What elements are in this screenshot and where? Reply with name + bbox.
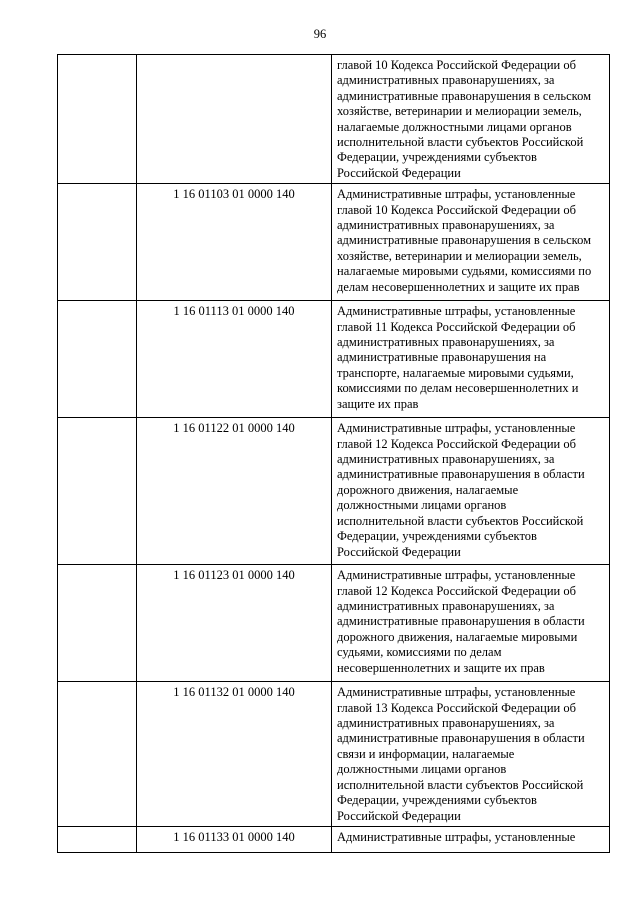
description-line: делам несовершеннолетних и защите их прав <box>337 279 580 294</box>
description-cell <box>332 565 610 682</box>
table-row <box>58 682 610 827</box>
description-cell <box>332 184 610 301</box>
description-line: административных правонарушениях, за <box>337 716 555 731</box>
description-line: главой 10 Кодекса Российской Федерации об <box>337 202 576 217</box>
description-line: Административные штрафы, установленные <box>337 830 576 845</box>
blank-cell <box>58 682 137 827</box>
description-line: главой 10 Кодекса Российской Федерации об <box>337 58 576 72</box>
description-line: административные правонарушения на <box>337 350 547 365</box>
blank-cell <box>58 184 137 301</box>
description-line: хозяйстве, ветеринарии и мелиорации земель, <box>337 248 582 263</box>
description-line: связи и информации, налагаемые <box>337 746 515 761</box>
code-cell: 1 16 01103 01 0000 140 <box>137 184 332 301</box>
description-cell <box>332 827 610 853</box>
code-cell: 1 16 01133 01 0000 140 <box>137 827 332 853</box>
blank-cell <box>58 55 137 184</box>
description-cell <box>332 55 610 184</box>
description-line: исполнительной власти субъектов Российской <box>337 135 584 150</box>
description-line: Федерации, учреждениями субъектов <box>337 150 537 165</box>
budget-codes-table <box>57 54 610 853</box>
table-row <box>58 184 610 301</box>
description-line: административные правонарушения в области <box>337 614 585 629</box>
code-cell: 1 16 01132 01 0000 140 <box>137 682 332 827</box>
description-line: комиссиями по делам несовершеннолетних и <box>337 381 579 396</box>
description-line: исполнительной власти субъектов Российской <box>337 777 584 792</box>
blank-cell <box>58 418 137 565</box>
description-line: исполнительной власти субъектов Российской <box>337 513 584 528</box>
description-cell <box>332 682 610 827</box>
description-line: дорожного движения, налагаемые мировыми <box>337 629 578 644</box>
code-cell: 1 16 01113 01 0000 140 <box>137 301 332 418</box>
code-cell: 1 16 01123 01 0000 140 <box>137 565 332 682</box>
description-line: налагаемые мировыми судьями, комиссиями по <box>337 264 592 279</box>
description-line: Российской Федерации <box>337 544 461 559</box>
table-row <box>58 55 610 184</box>
description-line: транспорте, налагаемые мировыми судьями, <box>337 365 574 380</box>
description-line: административные правонарушения в области <box>337 731 585 746</box>
description-line: административных правонарушениях, за <box>337 599 555 614</box>
description-line: судьями, комиссиями по делам <box>337 645 502 660</box>
blank-cell <box>58 301 137 418</box>
description-line: административные правонарушения в сельском <box>337 88 592 103</box>
description-line: должностными лицами органов <box>337 498 507 513</box>
code-cell <box>137 55 332 184</box>
description-cell <box>332 418 610 565</box>
description-line: налагаемые должностными лицами органов <box>337 119 572 134</box>
description-line: защите их прав <box>337 396 419 411</box>
description-line: Административные штрафы, установленные <box>337 187 576 202</box>
table-row <box>58 301 610 418</box>
description-line: Федерации, учреждениями субъектов <box>337 529 537 544</box>
description-line: административных правонарушениях, за <box>337 218 555 233</box>
description-line: административных правонарушениях, за <box>337 335 555 350</box>
description-cell <box>332 301 610 418</box>
description-line: Российской Федерации <box>337 165 461 180</box>
description-line: Административные штрафы, установленные <box>337 685 576 700</box>
description-line: хозяйстве, ветеринарии и мелиорации земель, <box>337 104 582 119</box>
table-row <box>58 827 610 853</box>
description-line: несовершеннолетних и защите их прав <box>337 660 545 675</box>
description-line: Административные штрафы, установленные <box>337 568 576 583</box>
blank-cell <box>58 827 137 853</box>
table-row <box>58 418 610 565</box>
blank-cell <box>58 565 137 682</box>
description-line: главой 13 Кодекса Российской Федерации об <box>337 700 576 715</box>
description-line: главой 12 Кодекса Российской Федерации об <box>337 436 576 451</box>
code-cell: 1 16 01122 01 0000 140 <box>137 418 332 565</box>
table-row <box>58 565 610 682</box>
description-line: дорожного движения, налагаемые <box>337 482 519 497</box>
description-line: административные правонарушения в сельском <box>337 233 592 248</box>
description-line: главой 12 Кодекса Российской Федерации об <box>337 583 576 598</box>
description-line: должностными лицами органов <box>337 762 507 777</box>
page-number: 96 <box>313 27 327 41</box>
description-line: Российской Федерации <box>337 808 461 823</box>
description-line: Административные штрафы, установленные <box>337 304 576 319</box>
description-line: главой 11 Кодекса Российской Федерации об <box>337 319 576 334</box>
description-line: административные правонарушения в области <box>337 467 585 482</box>
description-line: Административные штрафы, установленные <box>337 421 576 436</box>
description-line: административных правонарушениях, за <box>337 452 555 467</box>
description-line: административных правонарушениях, за <box>337 73 555 88</box>
description-line: Федерации, учреждениями субъектов <box>337 793 537 808</box>
